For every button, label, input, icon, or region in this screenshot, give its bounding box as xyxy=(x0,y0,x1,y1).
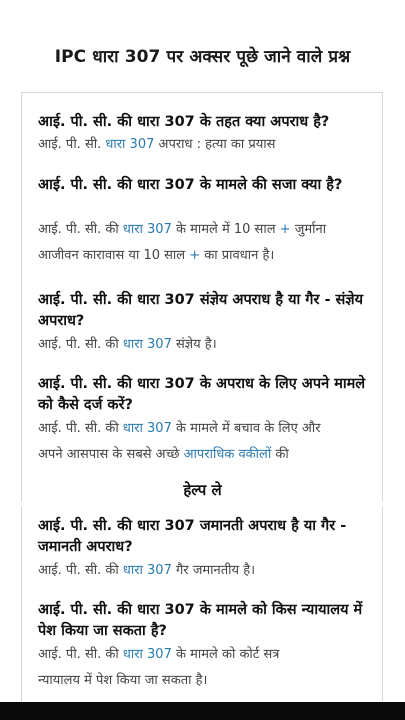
answer-text: अपराध : हत्या का प्रयास xyxy=(154,137,276,152)
criminal-lawyers-link[interactable]: आपराधिक वकीलों xyxy=(183,447,272,462)
answer-text: के मामले में 10 साल xyxy=(171,222,280,237)
faq-answer-5 xyxy=(38,558,378,584)
plus-sign: + xyxy=(189,248,201,263)
answer-text: के मामले में बचाव के लिए और xyxy=(171,421,321,436)
section-307-link[interactable]: धारा 307 xyxy=(122,337,172,352)
faq-question-3: आई. पी. सी. की धारा 307 संज्ञेय अपराध है या गैर - संज्ञेय अपराध? xyxy=(38,292,364,329)
faq-question-4: आई. पी. सी. की धारा 307 के अपराध के लिए अपने मामले को कैसे दर्ज करें? xyxy=(38,376,366,413)
answer-text: जुर्माना xyxy=(290,222,327,237)
section-307-link[interactable]: धारा 307 xyxy=(122,647,172,662)
answer-text: न्यायालय में पेश किया जा सकता है। xyxy=(38,673,208,688)
section-307-link[interactable]: धारा 307 xyxy=(122,222,172,237)
answer-text: का प्रावधान है। xyxy=(200,248,275,263)
system-navigation-bar xyxy=(0,702,405,720)
answer-text: आई. पी. सी. की xyxy=(38,563,123,578)
faq-question-6: आई. पी. सी. की धारा 307 के मामले को किस न्यायालय में पेश किया जा सकता है? xyxy=(38,602,363,639)
answer-text: गैर जमानतीय है। xyxy=(171,563,256,578)
answer-text: संज्ञेय है। xyxy=(171,337,217,352)
answer-text: आई. पी. सी. की xyxy=(38,222,123,237)
faq-question-2: आई. पी. सी. की धारा 307 के मामले की सजा क्या है? xyxy=(38,177,343,193)
faq-answer-4 xyxy=(38,416,378,468)
answer-text: आई. पी. सी. की xyxy=(38,647,123,662)
answer-text: अपने आसपास के सबसे अच्छे xyxy=(38,447,184,462)
faq-question-1: आई. पी. सी. की धारा 307 के तहत क्या अपराध है? xyxy=(38,114,330,130)
faq-answer-6 xyxy=(38,642,378,694)
answer-text: आई. पी. सी. xyxy=(38,137,106,152)
section-307-link[interactable]: धारा 307 xyxy=(105,137,155,152)
section-307-link[interactable]: धारा 307 xyxy=(122,421,172,436)
page-title: IPC धारा 307 पर अक्सर पूछे जाने वाले प्रश्न xyxy=(54,47,351,67)
faq-question-5: आई. पी. सी. की धारा 307 जमानती अपराध है या गैर - जमानती अपराध? xyxy=(38,518,347,555)
answer-text: की xyxy=(271,447,289,462)
answer-text: आई. पी. सी. की xyxy=(38,421,123,436)
section-307-link[interactable]: धारा 307 xyxy=(122,563,172,578)
help-text: हेल्प ले xyxy=(183,481,222,499)
answer-text: आई. पी. सी. की xyxy=(38,337,123,352)
faq-answer-2 xyxy=(38,217,378,269)
answer-text: के मामले को कोर्ट सत्र xyxy=(171,647,280,662)
plus-sign: + xyxy=(279,222,291,237)
faq-answer-3 xyxy=(38,332,378,358)
answer-text: आजीवन कारावास या 10 साल xyxy=(38,248,190,263)
faq-answer-1 xyxy=(38,132,378,158)
